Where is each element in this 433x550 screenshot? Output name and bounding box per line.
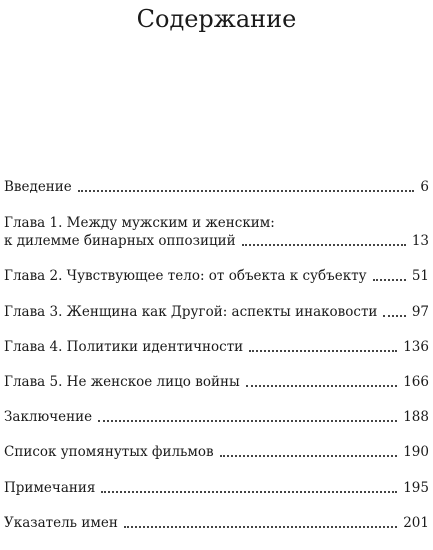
dot-leader (249, 350, 397, 352)
toc-entry-notes (4, 479, 429, 497)
toc-entry-page: 195 (403, 480, 429, 496)
dot-leader (383, 315, 405, 317)
toc-entry-chapter-2 (4, 267, 429, 285)
dot-leader (220, 455, 398, 457)
toc-entry-label: Глава 5. Не женское лицо войны (4, 374, 240, 390)
toc-entry-chapter-1 (4, 214, 429, 250)
toc-entry-label: к дилемме бинарных оппозиций (4, 233, 236, 249)
toc-entry-page: 13 (411, 233, 429, 249)
toc-entry-chapter-4 (4, 338, 429, 356)
toc-entry-page: 188 (403, 409, 429, 425)
dot-leader (98, 420, 397, 422)
toc-entry-label: Список упомянутых фильмов (4, 444, 214, 460)
toc-entry-label: Примечания (4, 480, 96, 496)
toc-entry-chapter-3 (4, 303, 429, 321)
toc-entry-page: 51 (411, 268, 429, 284)
toc-entry-chapter-5 (4, 373, 429, 391)
dot-leader (242, 244, 406, 246)
page-title: Содержание (136, 5, 297, 33)
dot-leader (124, 526, 397, 528)
toc-entry-page: 136 (403, 339, 429, 355)
toc-entry-label: Глава 4. Политики идентичности (4, 339, 244, 355)
toc-entry-label: Заключение (4, 409, 93, 425)
toc-entry-name-index (4, 514, 429, 532)
toc-entry-label: Глава 3. Женщина как Другой: аспекты инаковости (4, 304, 378, 320)
toc-entry-label: Введение (4, 179, 72, 195)
toc-entry-conclusion (4, 408, 429, 426)
dot-leader (78, 190, 415, 192)
toc-entry-page: 190 (403, 444, 429, 460)
dot-leader (101, 491, 397, 493)
dot-leader (246, 385, 398, 387)
dot-leader (373, 279, 406, 281)
toc-entry-page: 166 (403, 374, 429, 390)
toc-entry-label: Указатель имен (4, 515, 118, 531)
toc-entry-introduction (4, 178, 429, 196)
toc-entry-page: 201 (403, 515, 429, 531)
toc-entry-label-line1: Глава 1. Между мужским и женским: (4, 215, 275, 231)
toc-entry-page: 97 (411, 304, 429, 320)
toc-entry-page: 6 (420, 179, 429, 195)
toc-entry-label: Глава 2. Чувствующее тело: от объекта к субъекту (4, 268, 367, 284)
toc-entry-films-list (4, 443, 429, 461)
